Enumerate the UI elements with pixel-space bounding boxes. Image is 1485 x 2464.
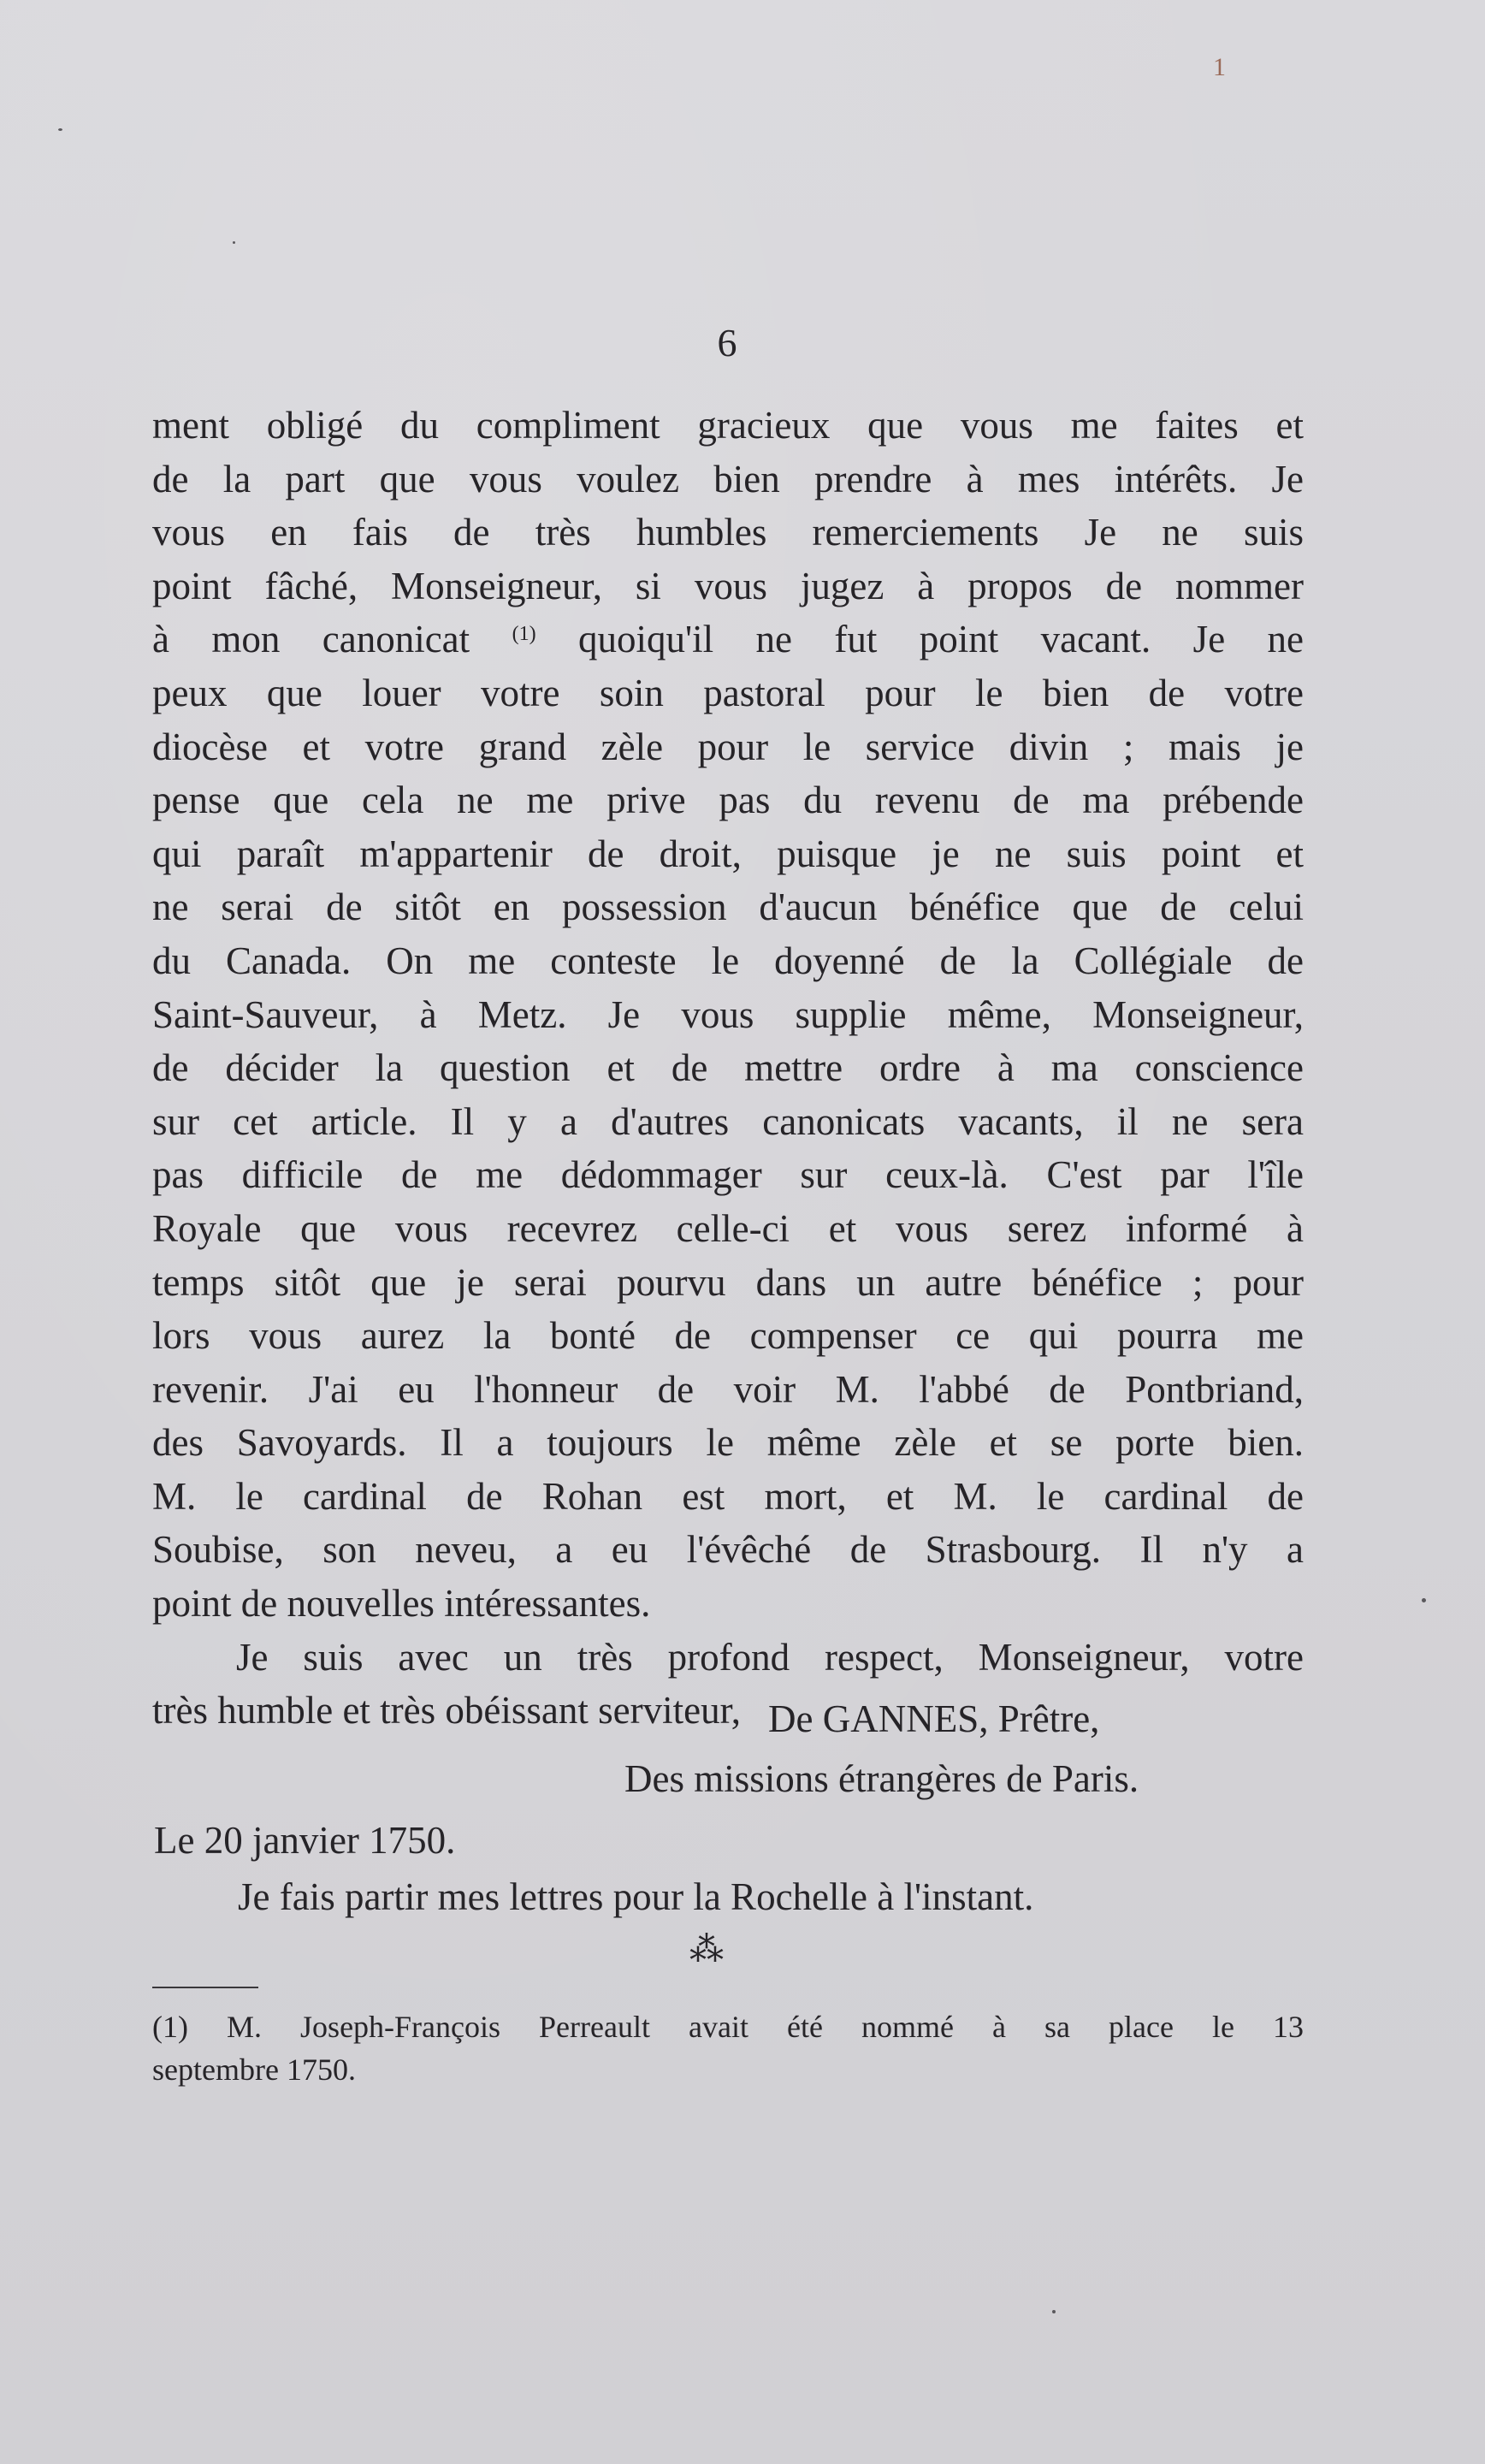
body-line: vous en fais de très humbles remerciements Je ne suis	[152, 511, 1304, 554]
asterism: ⁂	[689, 1930, 722, 1969]
body-line: pense que cela ne me prive pas du revenu de ma prébende	[152, 779, 1304, 822]
paper-speck	[1052, 2310, 1056, 2313]
paper-speck	[58, 128, 62, 131]
corner-mark: 1	[1213, 53, 1226, 81]
body-line: Saint-Sauveur, à Metz. Je vous supplie même, Monseigneur,	[152, 992, 1304, 1036]
body-line: Soubise, son neveu, a eu l'évêché de Strasbourg. Il n'y a	[152, 1528, 1304, 1572]
body-line: revenir. J'ai eu l'honneur de voir M. l'abbé de Pontbriand,	[152, 1367, 1304, 1411]
letter-body	[152, 399, 1304, 1738]
signature-name: De GANNES, Prêtre,	[768, 1697, 1100, 1740]
footnote-marker: (1)	[512, 623, 536, 646]
body-line-part: à mon canonicat	[152, 618, 470, 661]
footnote-rule	[152, 1987, 258, 1988]
body-line: sur cet article. Il y a d'autres canonicats vacants, il ne sera	[152, 1099, 1304, 1143]
paper-speck	[233, 241, 235, 244]
body-line: qui paraît m'appartenir de droit, puisque je ne suis point et	[152, 832, 1304, 875]
postscript: Je fais partir mes lettres pour la Rochelle à l'instant.	[238, 1875, 1034, 1918]
body-line: des Savoyards. Il a toujours le même zèle et se porte bien.	[152, 1421, 1304, 1465]
body-line: ment obligé du compliment gracieux que vous me faites et	[152, 404, 1304, 447]
body-line: pas difficile de me dédommager sur ceux-là. C'est par l'île	[152, 1153, 1304, 1197]
body-line: très humble et très obéissant serviteur,	[152, 1689, 742, 1732]
footnote-line: (1) M. Joseph-François Perreault avait été nommé à sa place le 13	[152, 2010, 1304, 2044]
body-line-part: quoiqu'il ne fut point vacant. Je ne	[577, 618, 1305, 661]
body-line: Royale que vous recevrez celle-ci et vous serez informé à	[152, 1206, 1304, 1250]
signature-title: Des missions étrangères de Paris.	[624, 1757, 1139, 1800]
body-line: lors vous aurez la bonté de compenser ce qui pourra me	[152, 1314, 1304, 1358]
letter-date: Le 20 janvier 1750.	[154, 1819, 456, 1862]
body-line: peux que louer votre soin pastoral pour le bien de votre	[152, 671, 1304, 714]
footnote	[152, 2005, 1304, 2091]
body-line: Je suis avec un très profond respect, Monseigneur, votre	[236, 1635, 1304, 1679]
body-line: ne serai de sitôt en possession d'aucun bénéfice que de celui	[152, 886, 1304, 929]
body-line: point fâché, Monseigneur, si vous jugez à propos de nommer	[152, 564, 1304, 607]
body-line: de décider la question et de mettre ordre à ma conscience	[152, 1046, 1304, 1090]
body-line	[152, 613, 1304, 666]
body-line: diocèse et votre grand zèle pour le service divin ; mais je	[152, 725, 1304, 768]
body-line: de la part que vous voulez bien prendre à mes intérêts. Je	[152, 457, 1304, 500]
body-line: point de nouvelles intéressantes.	[152, 1582, 651, 1626]
body-line: du Canada. On me conteste le doyenné de la Collégiale de	[152, 939, 1304, 982]
body-line: temps sitôt que je serai pourvu dans un autre bénéfice ; pour	[152, 1260, 1304, 1304]
page-number: 6	[717, 321, 737, 364]
body-line: M. le cardinal de Rohan est mort, et M. le cardinal de	[152, 1474, 1304, 1518]
footnote-line: septembre 1750.	[152, 2052, 356, 2087]
paper-speck	[1422, 1598, 1426, 1602]
